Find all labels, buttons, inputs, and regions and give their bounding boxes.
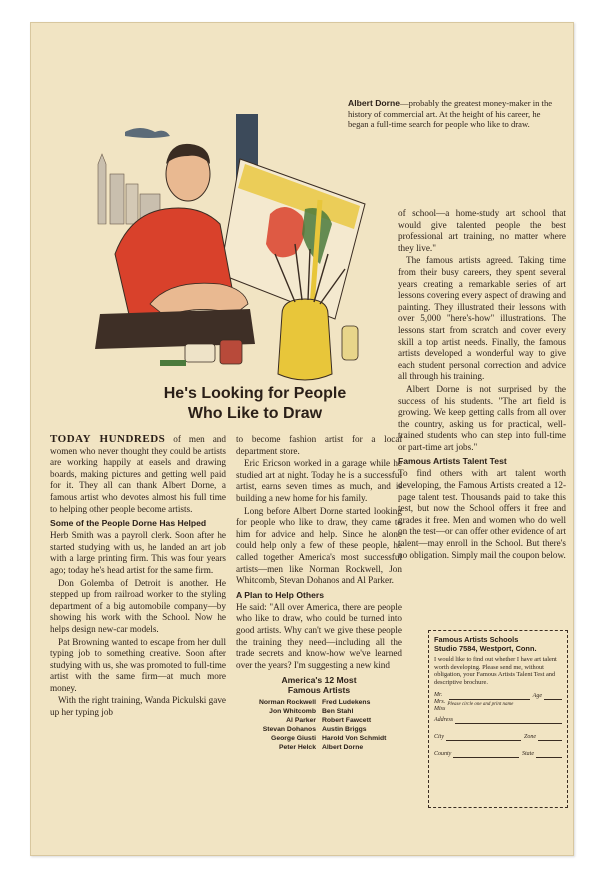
- subhead-people-helped: Some of the People Dorne Has Helped: [50, 518, 207, 529]
- paragraph: to become fashion artist for a local department store.: [236, 434, 402, 456]
- paragraph: of school—a home-study art school that would give talented people the best professional art training, no matter where they live.": [398, 208, 566, 253]
- age-label: Age: [532, 692, 542, 699]
- artist-name: Ben Stahl: [322, 708, 354, 716]
- salutation-mrs[interactable]: Mrs.: [434, 698, 446, 705]
- zone-field[interactable]: [538, 733, 562, 741]
- coupon-header-1: Famous Artists Schools: [434, 635, 519, 644]
- city-field[interactable]: [446, 733, 521, 741]
- artist-name: Harold Von Schmidt: [322, 735, 387, 743]
- artist-name: Norman Rockwell: [258, 699, 316, 707]
- state-field[interactable]: [536, 750, 562, 758]
- salutation-mr[interactable]: Mr.: [434, 692, 443, 699]
- artist-name: Fred Ludekens: [322, 699, 371, 707]
- address-field[interactable]: [455, 716, 562, 724]
- article-column-2: [236, 434, 402, 752]
- coupon-header-2: Studio 7584, Westport, Conn.: [434, 644, 537, 653]
- name-field[interactable]: [449, 692, 529, 700]
- paragraph: The famous artists agreed. Taking time from their busy careers, they spent several years creating a remarkable series of art lessons covering every aspect of drawing and painting. They illustrated their lessons with over 5,000 "here's-how" illustrations. The lessons start from scratch and cover every skill a top artist needs. Finally, the famous artists developed a wonderful way to give each student personal correction and advice all through his training.: [398, 255, 566, 382]
- zone-label: Zone: [524, 733, 536, 740]
- age-field[interactable]: [544, 692, 562, 700]
- caption-text: —probably the greatest money-maker in the history of commercial art. At the height of his career, he began a full-time search for people who like to draw.: [348, 98, 553, 130]
- paragraph: Albert Dorne is not surprised by the success of his students. "The art field is growing. We keep getting calls from all over the country, asking us for practical, well-trained students who can step into full-time or part-time art jobs.": [398, 383, 566, 452]
- artists-title-line-2: Famous Artists: [287, 685, 351, 696]
- paragraph: With the right training, Wanda Pickulski gave up her typing job: [50, 695, 226, 718]
- paragraph: Don Golemba of Detroit is another. He stepped up from railroad worker to the styling department of a big automobile company—by showing his work with the School. Now he helps design new-car models.: [50, 577, 226, 634]
- drop-cap: TODAY HUNDREDS: [50, 433, 166, 445]
- paragraph: He said: "All over America, there are people who like to draw, who could be turned into good artists. Why can't we give these people the training they need—including all the trade secrets and know-how we've learned over the years? I'm suggesting a new kind: [236, 601, 402, 670]
- caption-name: Albert Dorne: [348, 98, 401, 108]
- subhead-plan: A Plan to Help Others: [236, 589, 325, 600]
- state-label: State: [522, 750, 534, 757]
- artist-name: Albert Dorne: [322, 744, 364, 752]
- article-column-3: [398, 208, 566, 562]
- article-column-1: [50, 434, 226, 720]
- county-row: [434, 750, 562, 758]
- paragraph-text: of men and women who never thought they could be artists are working happily at easels and drawing boards, making pictures and getting well paid for it. They all can thank Albert Dorne, a famous artist who devotes almost his full time to helping other people become artists.: [50, 434, 226, 514]
- photo-caption: [348, 98, 558, 130]
- city-row: [434, 733, 562, 741]
- coupon-name-row: [434, 692, 562, 712]
- address-label: Address: [434, 716, 454, 723]
- paragraph: Pat Browning wanted to escape from her dull typing job to something creative. Soon after studying with us, she was promoted to full-time artist with the same firm—at much more money.: [50, 636, 226, 693]
- magazine-page: [30, 22, 574, 856]
- intro-paragraph: [50, 434, 226, 515]
- headline-line-1: He's Looking for People: [163, 385, 347, 402]
- artist-name: Stevan Dohanos: [262, 726, 316, 734]
- artist-name: Austin Briggs: [322, 726, 367, 734]
- artist-name: Peter Helck: [278, 744, 316, 752]
- subhead-talent-test: Famous Artists Talent Test: [398, 456, 507, 467]
- headline-line-2: Who Like to Draw: [187, 405, 323, 422]
- artists-list-title: [236, 675, 402, 695]
- mail-coupon[interactable]: [428, 630, 568, 808]
- paragraph: Eric Ericson worked in a garage while he studied art at night. Today he is a successful artist, earns seven times as much, and is building a new home for his family.: [236, 458, 402, 503]
- paragraph: Herb Smith was a payroll clerk. Soon after he started studying with us, he landed an art job with a large printing firm. This was four years ago; today he's head artist for the same firm.: [50, 530, 226, 575]
- salutation-options[interactable]: [434, 692, 445, 712]
- artist-name: Robert Fawcett: [322, 717, 372, 725]
- coupon-note: Please circle one and print name: [447, 702, 514, 708]
- artist-name: Al Parker: [286, 717, 316, 725]
- salutation-miss[interactable]: Miss: [434, 705, 446, 712]
- artist-name: George Giusti: [271, 735, 316, 743]
- county-label: County: [434, 750, 452, 757]
- paragraph: To find others with art talent worth developing, the Famous Artists created a 12-page talent test. Thousands paid to take this test, but now the School offers it free and grades it free. Men and women who do well on the test—or can offer other evidence of art talent—may enroll in the School. But there's no obligation. Simply mail the coupon below.: [398, 468, 566, 560]
- artist-illustration: [70, 104, 370, 386]
- coupon-body: I would like to find out whether I have art talent worth developing. Please send me, without obligation, your Famous Artists Talent Test and descriptive brochure.: [434, 656, 557, 686]
- city-label: City: [434, 733, 444, 740]
- artists-list: [236, 698, 402, 752]
- paragraph: Long before Albert Dorne started looking for people who like to draw, they came to him for advice and help. Since he alone could help only a few of these people, he called together America's most successful artists—men like Norman Rockwell, Jon Whitcomb, Stevan Dohanos and Al Parker.: [236, 505, 402, 586]
- artist-name: Jon Whitcomb: [269, 708, 316, 716]
- page-headline: [90, 384, 420, 424]
- county-field[interactable]: [453, 750, 519, 758]
- address-row: [434, 716, 562, 724]
- artists-title-line-1: America's 12 Most: [281, 675, 357, 686]
